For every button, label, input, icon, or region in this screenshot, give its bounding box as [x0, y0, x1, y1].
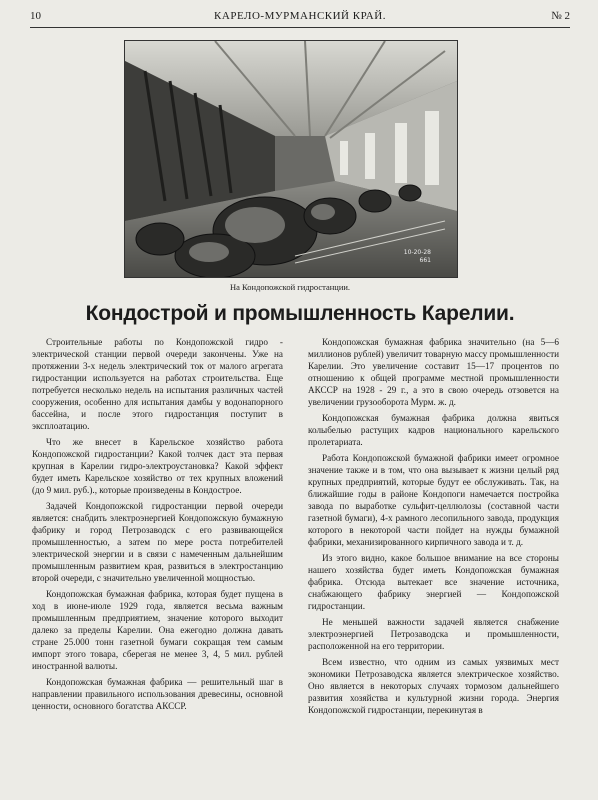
page-header	[30, 8, 570, 28]
article-column-left	[32, 336, 283, 716]
paragraph: Строительные работы по Кондопожской гидро - электрической станции первой очереди закончены. Уже на протяжении 3-х недель электрический ток от малого агрегата гидростанции используется на работах строительства. Еще потребуется несколько недель на испытания различных частей сооружения, особенно для испытания дамбы у водонапорного бассейна, и после этого гидростанция поступит в эксплоатацию.	[32, 337, 283, 431]
photo-stamp-line-1: 10-20-28	[403, 249, 431, 256]
photo-stamp	[404, 249, 431, 265]
article-title: Кондострой и промышленность Карелии.	[85, 302, 515, 325]
hydro-station-photo	[124, 40, 458, 278]
paragraph: Всем известно, что одним из самых уязвимых мест экономики Петрозаводска является электрическое хозяйство. Оно является в некоторых случаях тормозом дальнейшего развития хозяйства и культурной жизни города. Энергия Кондопожской гидростанции, перекинутая в	[308, 657, 559, 715]
turbine-hall-illustration	[125, 41, 457, 277]
article-column-right	[308, 336, 559, 720]
page-number: 10	[30, 10, 41, 22]
paragraph: Не меньшей важности задачей является снабжение электроэнергией Петрозаводска и промышленности, расположенной на его территории.	[308, 617, 559, 651]
paragraph: Кондопожская бумажная фабрика должна явиться колыбелью растущих кадров национального карельского пролетариата.	[308, 413, 559, 447]
paragraph: Кондопожская бумажная фабрика, которая будет пущена в ход в июне-июле 1929 года, является весьма важным промышленным предприятием, значение которого выходит далеко за пределы Карелии. Она ежегодно должна давать стране 25.000 тонн газетной бумаги сокращая тем самым импорт этого товара, сберегая не менее 3, 4, 5 мил. рублей иностранной валюты.	[32, 589, 283, 671]
paragraph: Кондопожская бумажная фабрика значительно (на 5—6 миллионов рублей) увеличит товарную массу промышленности Карелии. Это увеличение составит 15—17 процентов по отношению к общей программе местной промышленности АКССР на 1928 - 29 г., а это в свою очередь отзовется на увеличении грузооборота Мурм. ж. д.	[308, 337, 559, 407]
journal-title: КАРЕЛО-МУРМАНСКИЙ КРАЙ.	[214, 10, 386, 22]
photo-caption: На Кондопожской гидростанции.	[229, 282, 351, 292]
header-rule	[30, 27, 570, 28]
paragraph: Что же внесет в Карельское хозяйство работа Кондопожской гидростанции? Какой толчек даст эта первая крупная в Карелии гидро-электроустановка? Какой эффект будет иметь Карельское хозяйство от тех крупных вложений (до 9 мил. руб.)., которые произведены в Кондострое.	[32, 437, 283, 495]
paragraph: Задачей Кондопожской гидростанции первой очереди является: снабдить электроэнергией Кондопожскую бумажную фабрику и город Петрозаводск с его развивающейся промышленностью, а затем по мере роста потребителей электрической энергии и в связи с намеченным дальнейшим промышленным развитием края, развиться в электростанцию второй очереди, с значительно увеличенной мощностью.	[32, 501, 283, 583]
paragraph: Из этого видно, какое большое внимание на все стороны нашего хозяйства будет иметь Кондопожская бумажная фабрика. Отсюда вытекает все значение источника, снабжающего фабрику энергией — Кондопожской гидростанции.	[308, 553, 559, 611]
paragraph: Кондопожская бумажная фабрика — решительный шаг в направлении правильного использования древесины, основной ценности, основного богатства АКССР.	[32, 677, 283, 711]
paragraph: Работа Кондопожской бумажной фабрики имеет огромное значение также и в том, что она вызывает к жизни целый ряд крупных предприятий, которые будут ее обслуживать. Так, на ближайшие годы в районе Кондопоги намечается постройка завода по выработке сульфит-целлюлозы (составной части газетной бумаги), 4-х рамного лесопильного завода, продукция которого в некоторой части пойдет на нужды бумажной фабрики, механизированного кирпичного завода и т. д.	[308, 453, 559, 547]
issue-number: № 2	[551, 10, 570, 22]
photo-stamp-line-2: 661	[419, 257, 431, 264]
